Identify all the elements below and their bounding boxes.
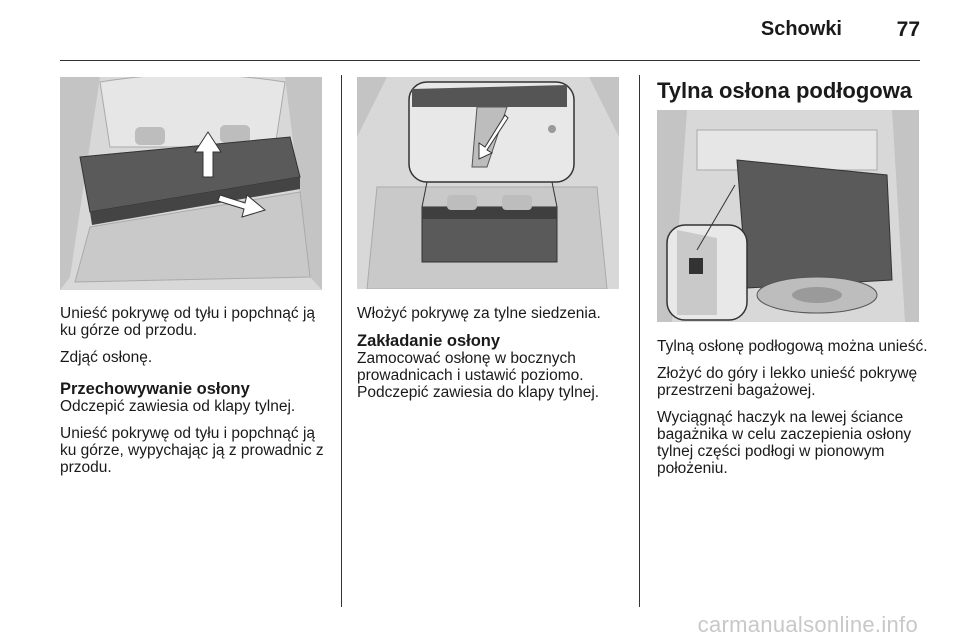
watermark-text: carmanualsonline.info: [697, 612, 918, 637]
col3-paragraph-1: Tylną osłonę podłogową można unieść.: [657, 338, 928, 355]
figure-floor-cover-illustration: [657, 110, 919, 322]
page-number: 77: [896, 18, 920, 41]
col2-paragraph-2: Zamocować osłonę w bocznych prowadnicach i ustawić poziomo. Podczepić zawiesia do klapy tylnej.: [357, 350, 600, 401]
col3-title: Tylna osłona podłogowa: [657, 78, 913, 103]
figure-cover-removal-illustration: [60, 77, 322, 290]
figure-cover-storage: [357, 77, 619, 289]
header-divider: [60, 60, 920, 61]
section-title: Schowki: [760, 18, 842, 40]
column-2: [357, 305, 632, 411]
col1-paragraph-2: Zdjąć osłonę.: [60, 349, 153, 366]
column-3: [657, 338, 932, 487]
page-header: [0, 0, 960, 60]
col2-paragraph-1: Włożyć pokrywę za tylne siedzenia.: [357, 305, 601, 322]
figure-floor-cover: [657, 110, 919, 322]
col3-paragraph-2: Złożyć do góry i lekko unieść pokrywę przestrzeni bagażowej.: [657, 365, 918, 399]
column-divider-2: [639, 75, 640, 607]
figure-cover-storage-illustration: [357, 77, 619, 289]
column-1: [60, 305, 335, 486]
figure-cover-removal: [60, 77, 322, 290]
column-3-title: [657, 78, 932, 104]
col3-paragraph-3: Wyciągnąć haczyk na lewej ściance bagażnika w celu zaczepienia osłony tylnej części podłogi w pionowym położeniu.: [657, 409, 912, 477]
col1-paragraph-4: Unieść pokrywę od tyłu i popchnąć ją ku górze, wypychając ją z prowadnic z przodu.: [60, 425, 324, 476]
col2-heading-install: Zakładanie osłony: [357, 332, 501, 350]
col1-paragraph-3: Odczepić zawiesia od klapy tylnej.: [60, 398, 296, 415]
col1-paragraph-1: Unieść pokrywę od tyłu i popchnąć ją ku górze od przodu.: [60, 305, 316, 339]
column-divider-1: [341, 75, 342, 607]
col1-heading-storage: Przechowywanie osłony: [60, 380, 250, 398]
